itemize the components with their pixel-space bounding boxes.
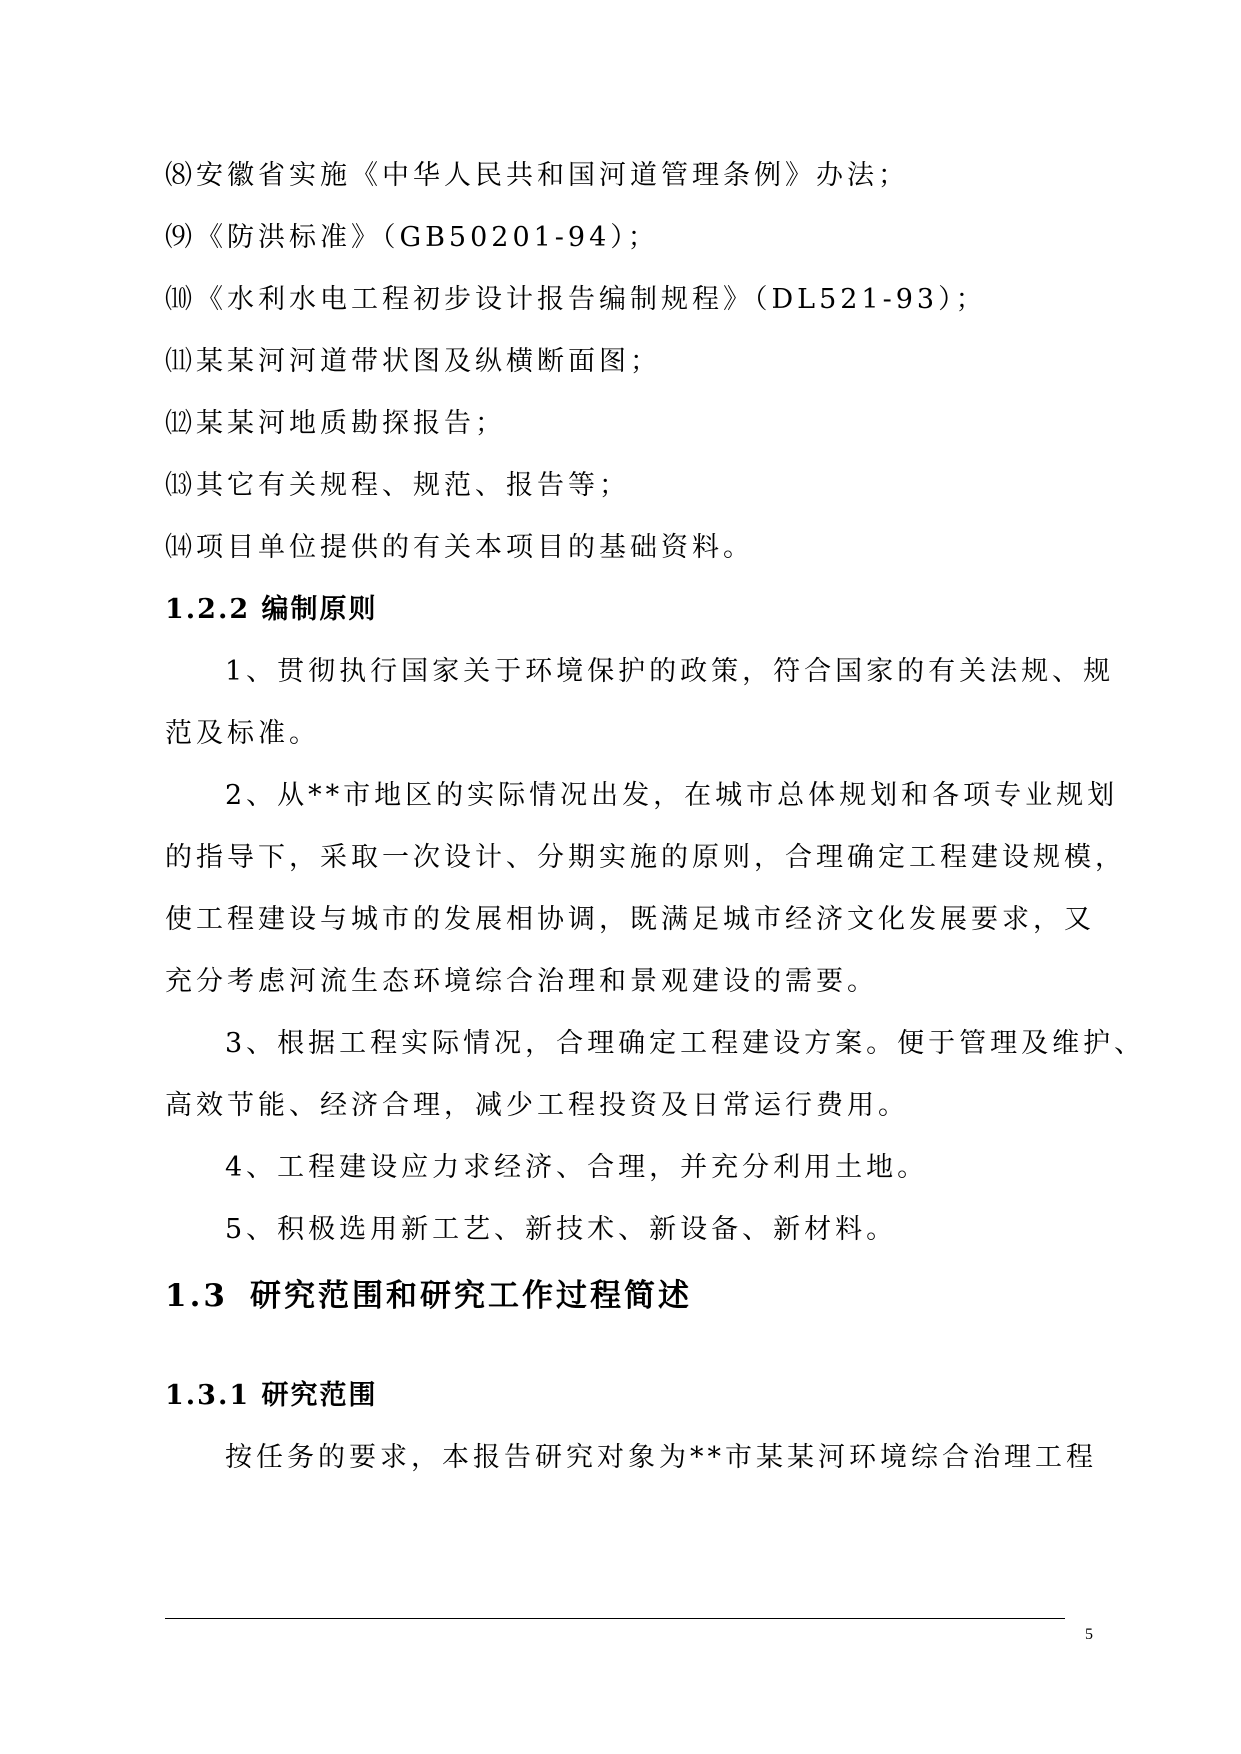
principle-2-line-4: 充分考虑河流生态环境综合治理和景观建设的需要。 — [165, 966, 878, 997]
page-number: 5 — [1085, 1626, 1093, 1643]
reference-item-12: ⑿某某河地质勘探报告； — [165, 408, 506, 439]
section-number-1-3: 1.3 — [165, 1278, 228, 1314]
principle-4: 4、工程建设应力求经济、合理，并充分利用土地。 — [225, 1152, 929, 1183]
section-heading-1-3-1: 1.3.1 研究范围 — [165, 1380, 378, 1411]
section-title-1-3: 研究范围和研究工作过程简述 — [250, 1278, 692, 1314]
footer-divider — [165, 1618, 1065, 1619]
reference-item-8: ⑻安徽省实施《中华人民共和国河道管理条例》办法； — [165, 160, 909, 191]
reference-item-13: ⒀其它有关规程、规范、报告等； — [165, 470, 630, 501]
reference-item-11: ⑾某某河河道带状图及纵横断面图； — [165, 346, 661, 377]
section-heading-1-2-2: 1.2.2 编制原则 — [165, 594, 378, 625]
principle-5: 5、积极选用新工艺、新技术、新设备、新材料。 — [225, 1214, 898, 1245]
principle-3-line-1: 3、根据工程实际情况，合理确定工程建设方案。便于管理及维护、 — [225, 1028, 1146, 1059]
principle-3-line-2: 高效节能、经济合理，减少工程投资及日常运行费用。 — [165, 1090, 909, 1121]
principle-2-line-2: 的指导下，采取一次设计、分期实施的原则，合理确定工程建设规模， — [165, 842, 1126, 873]
section-heading-1-3 — [165, 1278, 1095, 1314]
reference-item-14: ⒁项目单位提供的有关本项目的基础资料。 — [165, 532, 754, 563]
principle-2-line-1: 2、从**市地区的实际情况出发，在城市总体规划和各项专业规划 — [225, 780, 1119, 811]
reference-item-9: ⑼《防洪标准》（GB50201-94）； — [165, 222, 659, 253]
principle-2-line-3: 使工程建设与城市的发展相协调，既满足城市经济文化发展要求，又 — [165, 904, 1095, 935]
principle-1-line-1: 1、贯彻执行国家关于环境保护的政策，符合国家的有关法规、规 — [225, 656, 1115, 687]
principle-1-line-2: 范及标准。 — [165, 718, 320, 749]
reference-item-10: ⑽《水利水电工程初步设计报告编制规程》（DL521-93）； — [165, 284, 987, 315]
scope-paragraph-line-1: 按任务的要求，本报告研究对象为**市某某河环境综合治理工程 — [225, 1442, 1097, 1473]
